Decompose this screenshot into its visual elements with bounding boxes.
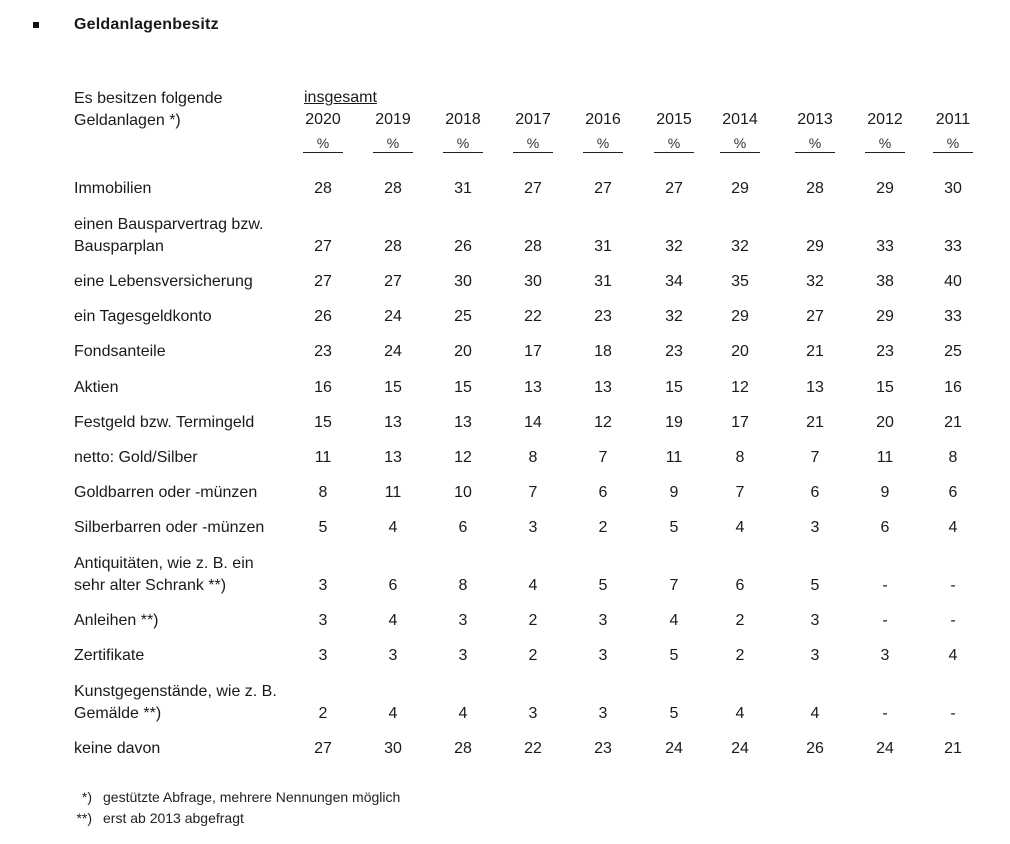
- table-cell: 24: [876, 740, 894, 757]
- section-bullet: [33, 22, 39, 28]
- section-title: Geldanlagenbesitz: [74, 16, 219, 33]
- row-label-line: Gemälde **): [74, 705, 162, 722]
- table-cell: 28: [384, 180, 402, 197]
- table-cell: 3: [528, 519, 538, 536]
- unit-percent: %: [513, 135, 553, 153]
- table-cell: 5: [810, 577, 820, 594]
- table-cell: 23: [594, 740, 612, 757]
- table-cell: 23: [876, 343, 894, 360]
- year-header: 2020: [305, 111, 341, 128]
- table-cell: 4: [388, 519, 398, 536]
- table-cell: 32: [731, 238, 749, 255]
- year-header: 2018: [445, 111, 481, 128]
- table-cell: 5: [598, 577, 608, 594]
- table-cell: 38: [876, 273, 894, 290]
- table-cell: -: [882, 577, 888, 594]
- footnote-mark: *): [81, 789, 92, 805]
- table-cell: 6: [458, 519, 468, 536]
- table-cell: 32: [665, 308, 683, 325]
- table-cell: 29: [876, 308, 894, 325]
- table-cell: 4: [388, 612, 398, 629]
- table-cell: 2: [735, 647, 745, 664]
- row-label-line: Silberbarren oder -münzen: [74, 519, 265, 536]
- table-cell: 17: [524, 343, 542, 360]
- table-cell: 15: [454, 379, 472, 396]
- table-cell: 2: [318, 705, 328, 722]
- table-cell: 7: [598, 449, 608, 466]
- year-header: 2014: [722, 111, 758, 128]
- table-cell: 11: [384, 484, 402, 501]
- table-cell: 40: [944, 273, 962, 290]
- table-cell: 15: [314, 414, 332, 431]
- table-cell: 26: [454, 238, 472, 255]
- row-label-line: keine davon: [74, 740, 161, 757]
- table-cell: 6: [948, 484, 958, 501]
- table-cell: 31: [594, 273, 612, 290]
- row-label: [74, 738, 160, 760]
- table-cell: 31: [454, 180, 472, 197]
- insgesamt-label: insgesamt: [304, 89, 377, 106]
- table-cell: 15: [665, 379, 683, 396]
- row-label-line: Fondsanteile: [74, 343, 166, 360]
- year-header: 2012: [867, 111, 903, 128]
- table-cell: 4: [458, 705, 468, 722]
- table-cell: 4: [948, 647, 958, 664]
- table-cell: 28: [454, 740, 472, 757]
- table-cell: 3: [458, 647, 468, 664]
- table-cell: 27: [314, 273, 332, 290]
- table-cell: 11: [665, 449, 683, 466]
- table-cell: 30: [384, 740, 402, 757]
- row-label: [74, 482, 257, 504]
- table-cell: 3: [598, 705, 608, 722]
- table-cell: 16: [944, 379, 962, 396]
- row-label: [74, 178, 151, 200]
- table-cell: 34: [665, 273, 683, 290]
- row-label: [74, 517, 264, 539]
- table-cell: 21: [944, 740, 962, 757]
- table-cell: 4: [735, 519, 745, 536]
- table-cell: 14: [524, 414, 542, 431]
- table-cell: 7: [810, 449, 820, 466]
- row-label-line: Zertifikate: [74, 647, 145, 664]
- table-cell: 32: [665, 238, 683, 255]
- table-cell: 28: [806, 180, 824, 197]
- table-cell: 4: [948, 519, 958, 536]
- table-cell: 2: [528, 612, 538, 629]
- table-cell: 7: [669, 577, 679, 594]
- year-header: 2011: [935, 111, 971, 128]
- unit-percent: %: [443, 135, 483, 153]
- table-cell: 24: [731, 740, 749, 757]
- row-label-line: einen Bausparvertrag bzw.: [74, 216, 264, 233]
- row-label-line: Aktien: [74, 379, 119, 396]
- table-cell: 7: [735, 484, 745, 501]
- table-cell: 3: [598, 647, 608, 664]
- table-cell: 29: [731, 180, 749, 197]
- table-cell: 5: [669, 647, 679, 664]
- table-cell: -: [950, 577, 956, 594]
- unit-percent: %: [373, 135, 413, 153]
- table-cell: 12: [454, 449, 472, 466]
- row-label: [74, 306, 212, 328]
- table-cell: 28: [314, 180, 332, 197]
- table-cell: 13: [454, 414, 472, 431]
- table-cell: 24: [384, 308, 402, 325]
- row-label-line: eine Lebensversicherung: [74, 273, 253, 290]
- row-label-line: Bausparplan: [74, 238, 164, 255]
- table-cell: 8: [528, 449, 538, 466]
- table-cell: 13: [384, 449, 402, 466]
- table-cell: 16: [314, 379, 332, 396]
- table-cell: 8: [458, 577, 468, 594]
- table-cell: 33: [944, 238, 962, 255]
- table-cell: 22: [524, 308, 542, 325]
- unit-percent: %: [720, 135, 760, 153]
- table-cell: 20: [454, 343, 472, 360]
- row-label-line: netto: Gold/Silber: [74, 449, 198, 466]
- table-cell: 30: [524, 273, 542, 290]
- table-cell: 3: [318, 612, 328, 629]
- unit-percent: %: [933, 135, 973, 153]
- table-cell: 23: [314, 343, 332, 360]
- table-cell: 6: [388, 577, 398, 594]
- table-cell: 25: [454, 308, 472, 325]
- table-cell: 33: [876, 238, 894, 255]
- table-cell: 2: [735, 612, 745, 629]
- row-label: [74, 341, 166, 363]
- table-cell: 20: [731, 343, 749, 360]
- table-cell: 8: [318, 484, 328, 501]
- table-cell: 23: [594, 308, 612, 325]
- year-header: 2013: [797, 111, 833, 128]
- row-label-line: Festgeld bzw. Termingeld: [74, 414, 255, 431]
- table-header-label: [74, 88, 223, 132]
- table-cell: 5: [669, 705, 679, 722]
- unit-percent: %: [654, 135, 694, 153]
- table-cell: 32: [806, 273, 824, 290]
- table-cell: 27: [384, 273, 402, 290]
- table-cell: 29: [731, 308, 749, 325]
- table-cell: 3: [810, 647, 820, 664]
- table-cell: 3: [880, 647, 890, 664]
- table-cell: 28: [524, 238, 542, 255]
- row-label: [74, 271, 253, 293]
- table-cell: 2: [528, 647, 538, 664]
- table-cell: 23: [665, 343, 683, 360]
- table-cell: 4: [528, 577, 538, 594]
- table-cell: 26: [314, 308, 332, 325]
- table-cell: -: [882, 612, 888, 629]
- table-cell: 13: [806, 379, 824, 396]
- row-label: [74, 412, 254, 434]
- table-cell: 21: [944, 414, 962, 431]
- year-header: 2019: [375, 111, 411, 128]
- table-cell: 4: [735, 705, 745, 722]
- table-cell: 3: [318, 577, 328, 594]
- table-cell: 24: [665, 740, 683, 757]
- footnote-text: gestützte Abfrage, mehrere Nennungen möglich: [103, 789, 401, 805]
- table-cell: 3: [458, 612, 468, 629]
- table-cell: 27: [524, 180, 542, 197]
- table-cell: 27: [594, 180, 612, 197]
- table-cell: 22: [524, 740, 542, 757]
- row-label: [74, 610, 159, 632]
- table-cell: 33: [944, 308, 962, 325]
- table-cell: 27: [806, 308, 824, 325]
- table-cell: 35: [731, 273, 749, 290]
- table-cell: 21: [806, 343, 824, 360]
- table-cell: 29: [806, 238, 824, 255]
- table-cell: 27: [665, 180, 683, 197]
- table-cell: 6: [598, 484, 608, 501]
- row-label: [74, 681, 277, 725]
- row-label-line: Anleihen **): [74, 612, 159, 629]
- table-cell: 6: [735, 577, 745, 594]
- table-cell: -: [950, 705, 956, 722]
- table-cell: 25: [944, 343, 962, 360]
- table-cell: 12: [594, 414, 612, 431]
- table-cell: 4: [388, 705, 398, 722]
- table-cell: 17: [731, 414, 749, 431]
- table-cell: 26: [806, 740, 824, 757]
- year-header: 2016: [585, 111, 621, 128]
- row-label-line: Immobilien: [74, 180, 152, 197]
- table-cell: 3: [598, 612, 608, 629]
- row-label-line: Antiquitäten, wie z. B. ein: [74, 555, 254, 572]
- table-cell: 27: [314, 740, 332, 757]
- table-cell: 21: [806, 414, 824, 431]
- table-cell: 30: [944, 180, 962, 197]
- year-header: 2015: [656, 111, 692, 128]
- footnote-mark: **): [76, 810, 92, 826]
- unit-percent: %: [795, 135, 835, 153]
- table-cell: 8: [735, 449, 745, 466]
- row-label-line: sehr alter Schrank **): [74, 577, 227, 594]
- table-cell: 28: [384, 238, 402, 255]
- table-cell: 5: [669, 519, 679, 536]
- table-cell: 3: [810, 519, 820, 536]
- table-cell: 11: [876, 449, 894, 466]
- table-cell: 20: [876, 414, 894, 431]
- header-label-line: Geldanlagen *): [74, 112, 181, 129]
- table-cell: 11: [314, 449, 332, 466]
- unit-percent: %: [865, 135, 905, 153]
- row-label-line: ein Tagesgeldkonto: [74, 308, 212, 325]
- header-label-line: Es besitzen folgende: [74, 90, 223, 107]
- row-label: [74, 214, 263, 258]
- unit-percent: %: [303, 135, 343, 153]
- table-cell: 6: [810, 484, 820, 501]
- row-label: [74, 377, 118, 399]
- row-label: [74, 645, 144, 667]
- table-cell: 3: [810, 612, 820, 629]
- table-cell: 5: [318, 519, 328, 536]
- table-cell: 24: [384, 343, 402, 360]
- table-cell: 3: [318, 647, 328, 664]
- table-cell: 13: [594, 379, 612, 396]
- table-cell: 18: [594, 343, 612, 360]
- table-cell: 10: [454, 484, 472, 501]
- row-label: [74, 553, 254, 597]
- table-cell: -: [950, 612, 956, 629]
- row-label-line: Kunstgegenstände, wie z. B.: [74, 683, 277, 700]
- table-cell: 30: [454, 273, 472, 290]
- table-cell: 15: [876, 379, 894, 396]
- table-cell: 12: [731, 379, 749, 396]
- table-cell: 2: [598, 519, 608, 536]
- row-label: [74, 447, 198, 469]
- year-header: 2017: [515, 111, 551, 128]
- table-cell: 27: [314, 238, 332, 255]
- table-cell: 7: [528, 484, 538, 501]
- table-cell: 3: [388, 647, 398, 664]
- table-cell: 4: [669, 612, 679, 629]
- table-cell: 19: [665, 414, 683, 431]
- table-cell: 15: [384, 379, 402, 396]
- table-cell: 9: [880, 484, 890, 501]
- table-cell: 13: [524, 379, 542, 396]
- table-cell: 8: [948, 449, 958, 466]
- table-cell: 3: [528, 705, 538, 722]
- table-cell: 31: [594, 238, 612, 255]
- unit-percent: %: [583, 135, 623, 153]
- row-label-line: Goldbarren oder -münzen: [74, 484, 258, 501]
- table-cell: 13: [384, 414, 402, 431]
- table-cell: 6: [880, 519, 890, 536]
- table-cell: -: [882, 705, 888, 722]
- footnote-text: erst ab 2013 abgefragt: [103, 810, 244, 826]
- table-cell: 9: [669, 484, 679, 501]
- table-cell: 4: [810, 705, 820, 722]
- table-cell: 29: [876, 180, 894, 197]
